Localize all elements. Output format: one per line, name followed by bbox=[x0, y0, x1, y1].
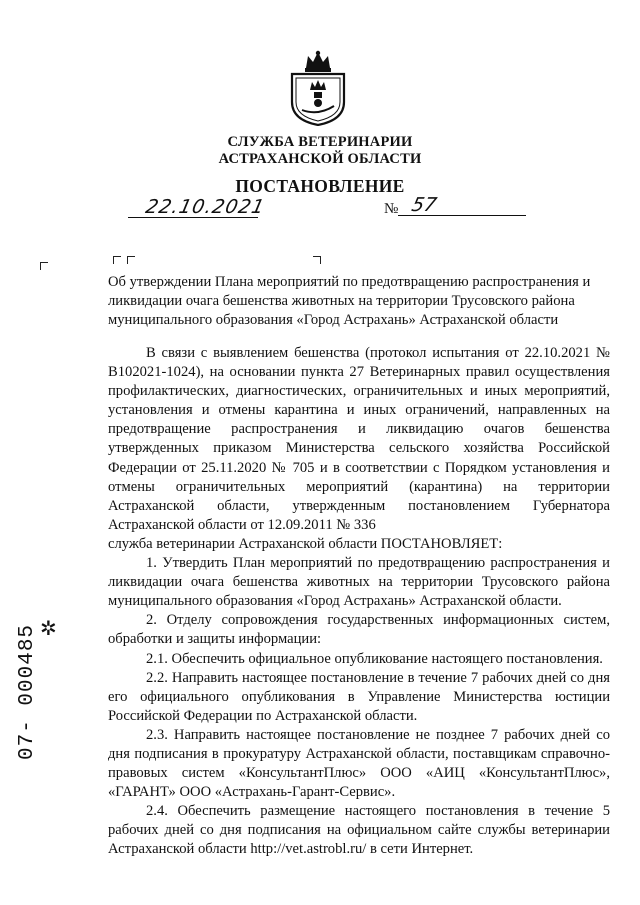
document-number: 57 bbox=[409, 194, 439, 216]
document-date: 22.10.2021 bbox=[143, 196, 268, 218]
corner-mark bbox=[313, 256, 321, 264]
margin-asterisk-mark: ✲ bbox=[40, 616, 57, 640]
preamble-paragraph: В связи с выявлением бешенства (протокол испытания от 22.10.2021 № В102021-1024), на основании пункта 27 Ветеринарных правил осуществления профилактических, диагностических, ограничительных и иных мероприятий, установления и отмены карантина и иных ограничений, направленных на предотвращение распространения и ликвидацию очагов бешенства утвержденных приказом Министерства сельского хозяйства Российской Федерации от 25.11.2020 № 705 и в соответствии с Порядком установления и отмены ограничительных мероприятий (карантина) на территории Астраханской области, утвержденным постановлением Губернатора Астраханской области от 12.09.2011 № 336 bbox=[108, 345, 610, 533]
item-1-paragraph: 1. Утвердить План мероприятий по предотвращению распространения и ликвидации очага бешенства животных на территории Трусовского района муниципального образования «Город Астрахань» Астраханской области. bbox=[108, 555, 610, 610]
margin-registration-code: 07- 000485 bbox=[16, 623, 39, 760]
corner-mark bbox=[113, 256, 121, 264]
coat-of-arms-emblem bbox=[286, 50, 350, 126]
corner-mark bbox=[40, 262, 48, 270]
item-2-4-paragraph: 2.4. Обеспечить размещение настоящего постановления в течение 5 рабочих дней со дня подписания на официальном сайте службы ветеринарии Астраханской области http://vet.astrobl.ru/ в сети Интернет. bbox=[108, 803, 610, 858]
date-underline bbox=[128, 217, 258, 218]
resolution-statement: служба ветеринарии Астраханской области ПОСТАНОВЛЯЕТ: bbox=[108, 535, 503, 552]
organization-name-line-1: СЛУЖБА ВЕТЕРИНАРИИ bbox=[227, 134, 413, 150]
item-2-paragraph: 2. Отделу сопровождения государственных информационных систем, обработки и защиты информации: bbox=[108, 612, 610, 648]
number-underline bbox=[398, 215, 526, 216]
organization-name-line-2: АСТРАХАНСКОЙ ОБЛАСТИ bbox=[218, 151, 422, 167]
item-2-2-paragraph: 2.2. Направить настоящее постановление в течение 7 рабочих дней со дня его официального опубликования в Управление Министерства юстиции Российской Федерации по Астраханской области. bbox=[108, 669, 610, 724]
document-type-title: ПОСТАНОВЛЕНИЕ bbox=[235, 176, 405, 196]
document-subject: Об утверждении Плана мероприятий по предотвращению распространения и ликвидации очага бешенства животных на территории Трусовского района муниципального образования «Город Астрахань» Астраханской области bbox=[108, 274, 591, 329]
item-2-1-paragraph: 2.1. Обеспечить официальное опубликование настоящего постановления. bbox=[146, 650, 603, 667]
number-label: № bbox=[384, 201, 399, 217]
document-body bbox=[108, 344, 610, 860]
item-2-3-paragraph: 2.3. Направить настоящее постановление не позднее 7 рабочих дней со дня подписания в прокуратуру Астраханской области, поставщикам справочно-правовых систем «КонсультантПлюс» ООО «АИЦ «КонсультантПлюс», «ГАРАНТ» ООО «Астрахань-Гарант-Сервис». bbox=[108, 726, 610, 801]
corner-mark bbox=[127, 256, 135, 264]
